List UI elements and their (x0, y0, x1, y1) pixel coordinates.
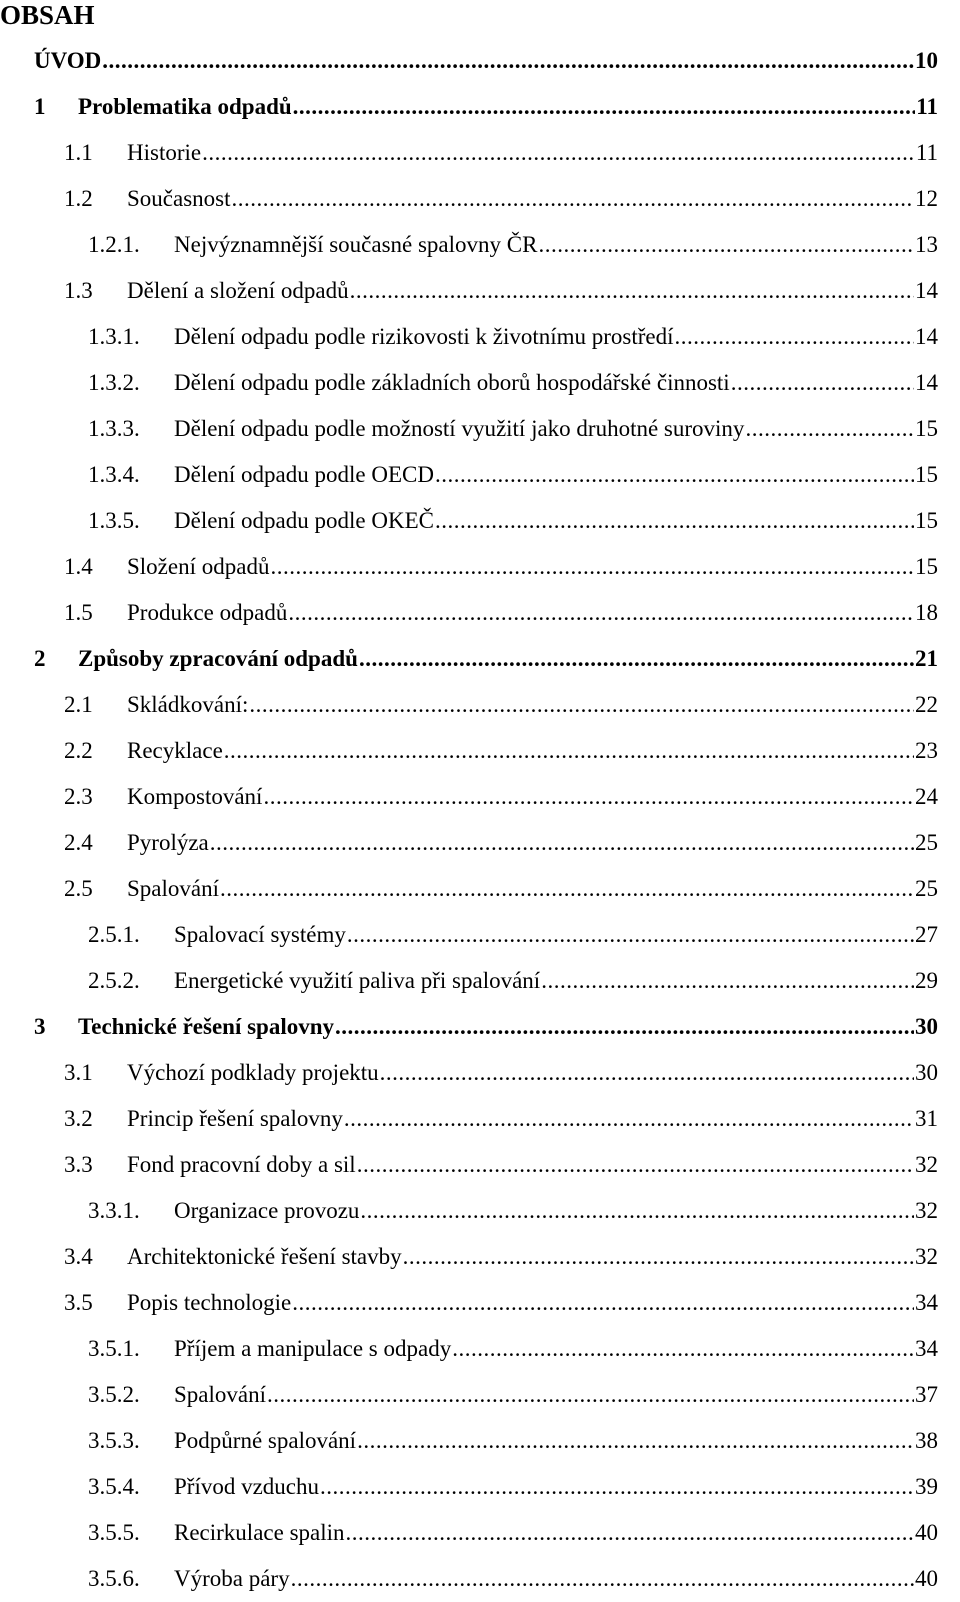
dot-leader (210, 830, 914, 856)
dot-leader (359, 646, 914, 672)
toc-entry[interactable] (0, 84, 960, 130)
toc-entry-number: 3.5.2. (88, 1382, 140, 1407)
toc-entry[interactable] (0, 1050, 960, 1096)
dot-leader (347, 922, 914, 948)
toc-entry-page-number: 11 (916, 94, 938, 119)
toc-entry-number: 3.2 (64, 1106, 93, 1131)
toc-entry[interactable] (0, 130, 960, 176)
toc-entry-title: ÚVOD (34, 48, 102, 73)
toc-entry-title: Výroba páry (174, 1566, 290, 1591)
toc-entry-number: 1.4 (64, 554, 93, 579)
dot-leader (675, 324, 914, 350)
toc-entry-page-number: 22 (915, 692, 938, 717)
dot-leader (452, 1336, 914, 1362)
toc-entry[interactable] (0, 1556, 960, 1602)
toc-entry-page-number: 37 (915, 1382, 938, 1407)
toc-entry-number: 3.5.1. (88, 1336, 140, 1361)
toc-entry[interactable] (0, 1096, 960, 1142)
toc-entry-page-number: 15 (915, 508, 938, 533)
toc-entry-number: 1.1 (64, 140, 93, 165)
toc-entry-title: Recirkulace spalin (174, 1520, 345, 1545)
dot-leader (270, 554, 914, 580)
toc-entry-number: 3.5.5. (88, 1520, 140, 1545)
toc-entry-page-number: 40 (915, 1520, 938, 1545)
dot-leader (344, 1106, 914, 1132)
toc-entry-page-number: 24 (915, 784, 938, 809)
dot-leader (288, 600, 914, 626)
table-of-contents (0, 38, 960, 1602)
toc-entry-number: 2.4 (64, 830, 93, 855)
toc-entry-title: Způsoby zpracování odpadů (78, 646, 358, 671)
toc-entry-page-number: 27 (915, 922, 938, 947)
dot-leader (293, 94, 916, 120)
toc-entry-title: Nejvýznamnější současné spalovny ČR (174, 232, 538, 257)
toc-entry-page-number: 34 (915, 1290, 938, 1315)
dot-leader (357, 1152, 914, 1178)
toc-entry-page-number: 11 (915, 140, 938, 165)
toc-entry-number: 2 (34, 646, 46, 671)
toc-entry-title: Historie (127, 140, 202, 165)
toc-entry-title: Dělení odpadu podle možností využití jako druhotné suroviny (174, 416, 745, 441)
toc-entry-title: Dělení odpadu podle OKEČ (174, 508, 434, 533)
dot-leader (335, 1014, 914, 1040)
toc-entry[interactable] (0, 176, 960, 222)
toc-entry-title: Spalování (127, 876, 219, 901)
toc-entry-title: Dělení odpadu podle OECD (174, 462, 434, 487)
dot-leader (731, 370, 914, 396)
dot-leader (435, 508, 914, 534)
toc-entry[interactable] (0, 314, 960, 360)
toc-entry-title: Organizace provozu (174, 1198, 360, 1223)
toc-entry[interactable] (0, 958, 960, 1004)
toc-entry[interactable] (0, 38, 960, 84)
toc-entry[interactable] (0, 728, 960, 774)
toc-entry[interactable] (0, 1188, 960, 1234)
toc-entry-number: 2.5 (64, 876, 93, 901)
toc-entry[interactable] (0, 1234, 960, 1280)
toc-entry-number: 2.5.2. (88, 968, 140, 993)
toc-entry-title: Příjem a manipulace s odpady (174, 1336, 452, 1361)
dot-leader (346, 1520, 914, 1546)
toc-entry[interactable] (0, 360, 960, 406)
toc-entry-title: Problematika odpadů (78, 94, 292, 119)
dot-leader (249, 692, 914, 718)
toc-entry-number: 3.1 (64, 1060, 93, 1085)
toc-entry-title: Popis technologie (127, 1290, 292, 1315)
toc-entry-page-number: 10 (915, 48, 938, 73)
toc-entry[interactable] (0, 590, 960, 636)
toc-entry-number: 1 (34, 94, 46, 119)
toc-entry-page-number: 13 (915, 232, 938, 257)
toc-entry[interactable] (0, 820, 960, 866)
toc-entry-page-number: 29 (915, 968, 938, 993)
toc-entry-page-number: 34 (915, 1336, 938, 1361)
toc-entry-page-number: 38 (915, 1428, 938, 1453)
toc-entry-number: 1.2.1. (88, 232, 140, 257)
dot-leader (224, 738, 914, 764)
toc-entry[interactable] (0, 682, 960, 728)
toc-entry-page-number: 15 (915, 462, 938, 487)
toc-entry[interactable] (0, 268, 960, 314)
dot-leader (232, 186, 915, 212)
dot-leader (350, 278, 914, 304)
toc-entry-number: 2.2 (64, 738, 93, 763)
toc-entry[interactable] (0, 1464, 960, 1510)
dot-leader (291, 1566, 914, 1592)
toc-entry-number: 1.3.2. (88, 370, 140, 395)
toc-entry-page-number: 14 (915, 278, 938, 303)
toc-entry-page-number: 25 (915, 830, 938, 855)
toc-entry-title: Dělení odpadu podle rizikovosti k životnímu prostředí (174, 324, 674, 349)
toc-entry-title: Recyklace (127, 738, 223, 763)
dot-leader (102, 48, 914, 74)
toc-entry-number: 1.2 (64, 186, 93, 211)
toc-entry-number: 1.5 (64, 600, 93, 625)
dot-leader (403, 1244, 914, 1270)
toc-entry-page-number: 30 (915, 1014, 938, 1039)
toc-entry-page-number: 14 (915, 324, 938, 349)
toc-entry-title: Architektonické řešení stavby (127, 1244, 402, 1269)
toc-entry-title: Složení odpadů (127, 554, 270, 579)
toc-entry-title: Spalování (174, 1382, 266, 1407)
toc-entry-title: Přívod vzduchu (174, 1474, 320, 1499)
toc-entry-number: 1.3.5. (88, 508, 140, 533)
dot-leader (267, 1382, 914, 1408)
toc-entry[interactable] (0, 912, 960, 958)
dot-leader (360, 1198, 914, 1224)
toc-entry-number: 1.3 (64, 278, 93, 303)
toc-entry-title: Spalovací systémy (174, 922, 346, 947)
toc-entry-title: Dělení a složení odpadů (127, 278, 349, 303)
toc-entry-page-number: 21 (915, 646, 938, 671)
toc-entry-page-number: 30 (915, 1060, 938, 1085)
toc-entry-page-number: 31 (915, 1106, 938, 1131)
toc-entry-number: 3.5.6. (88, 1566, 140, 1591)
dot-leader (292, 1290, 914, 1316)
toc-entry[interactable] (0, 1280, 960, 1326)
toc-entry-page-number: 25 (915, 876, 938, 901)
dot-leader (202, 140, 915, 166)
toc-entry[interactable] (0, 406, 960, 452)
toc-entry[interactable] (0, 544, 960, 590)
toc-entry-page-number: 15 (915, 416, 938, 441)
toc-entry-number: 3.3.1. (88, 1198, 140, 1223)
toc-entry-page-number: 14 (915, 370, 938, 395)
toc-entry-title: Podpůrné spalování (174, 1428, 357, 1453)
toc-entry-number: 2.1 (64, 692, 93, 717)
toc-entry-number: 3 (34, 1014, 46, 1039)
dot-leader (435, 462, 914, 488)
toc-entry-title: Energetické využití paliva při spalování (174, 968, 541, 993)
toc-entry[interactable] (0, 222, 960, 268)
toc-entry-page-number: 39 (915, 1474, 938, 1499)
toc-heading: OBSAH (0, 0, 95, 30)
dot-leader (380, 1060, 914, 1086)
toc-entry[interactable] (0, 1142, 960, 1188)
toc-entry-page-number: 23 (915, 738, 938, 763)
toc-entry-number: 2.5.1. (88, 922, 140, 947)
toc-entry[interactable] (0, 1004, 960, 1050)
toc-entry-number: 3.5 (64, 1290, 93, 1315)
toc-entry-page-number: 32 (915, 1198, 938, 1223)
dot-leader (357, 1428, 914, 1454)
dot-leader (220, 876, 914, 902)
toc-entry-title: Skládkování: (127, 692, 249, 717)
toc-entry-title: Produkce odpadů (127, 600, 288, 625)
toc-entry-title: Výchozí podklady projektu (127, 1060, 379, 1085)
toc-entry[interactable] (0, 1326, 960, 1372)
toc-entry-title: Kompostování (127, 784, 263, 809)
toc-entry-number: 3.4 (64, 1244, 93, 1269)
toc-entry-number: 3.5.3. (88, 1428, 140, 1453)
toc-entry-title: Princip řešení spalovny (127, 1106, 343, 1131)
toc-entry-title: Fond pracovní doby a sil (127, 1152, 356, 1177)
toc-entry-title: Současnost (127, 186, 231, 211)
toc-entry[interactable] (0, 1418, 960, 1464)
toc-entry-page-number: 12 (915, 186, 938, 211)
toc-entry-number: 1.3.4. (88, 462, 140, 487)
toc-entry[interactable] (0, 452, 960, 498)
toc-entry-page-number: 18 (915, 600, 938, 625)
dot-leader (745, 416, 914, 442)
toc-entry-title: Technické řešení spalovny (78, 1014, 335, 1039)
toc-entry[interactable] (0, 774, 960, 820)
toc-entry-number: 1.3.1. (88, 324, 140, 349)
toc-entry[interactable] (0, 1372, 960, 1418)
toc-entry-title: Pyrolýza (127, 830, 209, 855)
dot-leader (538, 232, 914, 258)
toc-entry-number: 3.3 (64, 1152, 93, 1177)
toc-entry-number: 2.3 (64, 784, 93, 809)
toc-entry-page-number: 40 (915, 1566, 938, 1591)
toc-entry-page-number: 32 (915, 1244, 938, 1269)
toc-entry-page-number: 15 (915, 554, 938, 579)
toc-entry[interactable] (0, 636, 960, 682)
toc-entry-title: Dělení odpadu podle základních oborů hospodářské činnosti (174, 370, 730, 395)
dot-leader (320, 1474, 914, 1500)
toc-entry-number: 3.5.4. (88, 1474, 140, 1499)
dot-leader (541, 968, 914, 994)
toc-entry-page-number: 32 (915, 1152, 938, 1177)
dot-leader (263, 784, 914, 810)
toc-entry[interactable] (0, 866, 960, 912)
toc-entry[interactable] (0, 1510, 960, 1556)
toc-entry[interactable] (0, 498, 960, 544)
toc-entry-number: 1.3.3. (88, 416, 140, 441)
